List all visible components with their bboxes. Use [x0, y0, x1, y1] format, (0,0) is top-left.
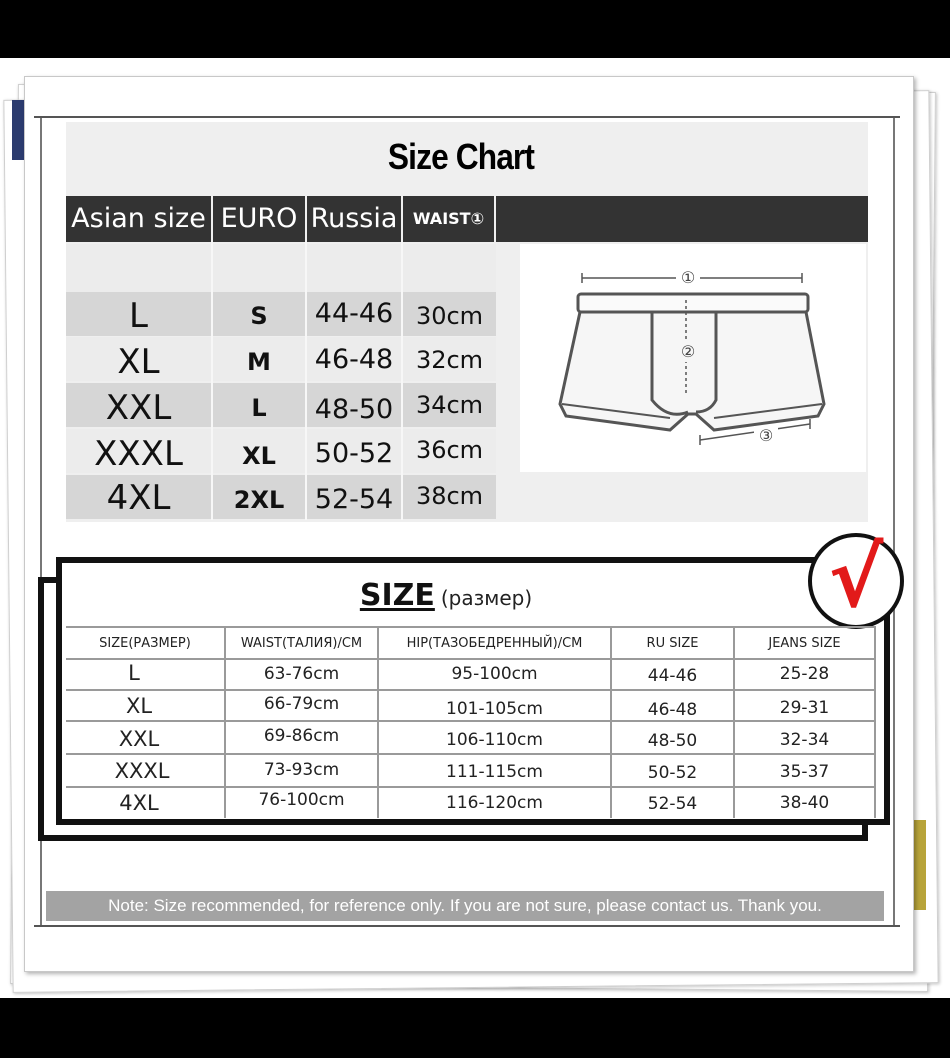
ru-size-cell: 52-54 — [647, 794, 698, 814]
column-header-hip: HIP(ТАЗОБЕДРЕННЫЙ)/CM — [406, 636, 583, 651]
russia-size-cell: 48-50 — [314, 394, 394, 425]
jeans-size-cell: 32-34 — [779, 730, 830, 750]
column-header-size: SIZE(РАЗМЕР) — [99, 636, 191, 651]
euro-size-cell: 2XL — [233, 486, 285, 514]
header-russia: Russia — [307, 196, 403, 242]
waist-cell: 73-93cm — [263, 760, 340, 780]
top-black-band — [0, 0, 950, 58]
check-icon: √ — [828, 531, 884, 626]
column-header-waist: WAIST(ТАЛИЯ)/CM — [240, 636, 363, 651]
russia-size-cell: 46-48 — [314, 344, 394, 375]
russia-size-cell: 50-52 — [314, 438, 394, 469]
size-table-title: SIZE — [359, 578, 435, 613]
ru-size-cell: 44-46 — [647, 666, 698, 686]
table-border — [66, 626, 874, 628]
jeans-size-cell: 29-31 — [779, 698, 830, 718]
waist-cell: 36cm — [415, 436, 484, 464]
waist-cell: 63-76cm — [263, 664, 340, 684]
jeans-size-cell: 25-28 — [779, 664, 830, 684]
diagram-marker-3: ③ — [754, 426, 778, 446]
hip-cell: 116-120cm — [446, 793, 543, 813]
size-cell: XL — [125, 694, 153, 718]
asian-size-cell: L — [129, 296, 148, 336]
size-cell: XXL — [118, 727, 160, 751]
asian-size-cell: XL — [117, 342, 160, 382]
size-table-heading — [56, 578, 836, 613]
header-euro: EURO — [213, 196, 307, 242]
euro-size-cell: S — [250, 302, 268, 330]
waist-cell: 76-100cm — [258, 790, 345, 810]
size-chart-row-empty — [66, 244, 496, 292]
waist-cell: 69-86cm — [263, 726, 340, 746]
size-cell: XXXL — [114, 759, 170, 783]
waist-cell: 66-79cm — [263, 694, 340, 714]
bottom-black-band — [0, 998, 950, 1058]
size-chart-title: Size Chart — [387, 136, 535, 177]
size-cell: 4XL — [119, 791, 159, 815]
ru-size-cell: 50-52 — [647, 763, 698, 783]
header-waist: WAIST① — [403, 196, 496, 242]
frame-line — [34, 116, 900, 118]
ru-size-cell: 46-48 — [647, 700, 698, 720]
asian-size-cell: 4XL — [106, 478, 171, 518]
hip-cell: 101-105cm — [446, 699, 543, 719]
frame-line — [893, 118, 895, 925]
hip-cell: 106-110cm — [446, 730, 543, 750]
ru-size-cell: 48-50 — [647, 731, 698, 751]
diagram-marker-1: ① — [676, 268, 700, 288]
euro-size-cell: L — [251, 394, 267, 422]
diagram-marker-2: ② — [676, 342, 700, 362]
size-table-subtitle: (размер) — [440, 586, 533, 610]
euro-size-cell: XL — [242, 442, 276, 470]
column-header-jeans-size: JEANS SIZE — [768, 636, 841, 651]
column-header-ru-size: RU SIZE — [646, 636, 699, 651]
table-border — [874, 626, 876, 818]
size-cell: L — [128, 661, 140, 685]
waist-cell: 34cm — [415, 391, 484, 419]
waist-cell: 38cm — [415, 482, 484, 510]
jeans-size-cell: 38-40 — [779, 793, 830, 813]
waist-cell: 32cm — [415, 346, 484, 374]
waist-cell: 30cm — [415, 302, 484, 330]
hip-cell: 95-100cm — [451, 664, 538, 684]
decorative-accent — [912, 820, 926, 910]
asian-size-cell: XXL — [105, 388, 172, 428]
hip-cell: 111-115cm — [446, 762, 543, 782]
euro-size-cell: M — [247, 348, 271, 376]
frame-line — [34, 925, 900, 927]
russia-size-cell: 52-54 — [314, 484, 394, 515]
jeans-size-cell: 35-37 — [779, 762, 830, 782]
header-asian-size: Asian size — [66, 196, 213, 242]
russia-size-cell: 44-46 — [314, 298, 394, 329]
asian-size-cell: XXXL — [94, 434, 183, 474]
size-note: Note: Size recommended, for reference only. If you are not sure, please contact us. Thank you. — [46, 891, 884, 921]
